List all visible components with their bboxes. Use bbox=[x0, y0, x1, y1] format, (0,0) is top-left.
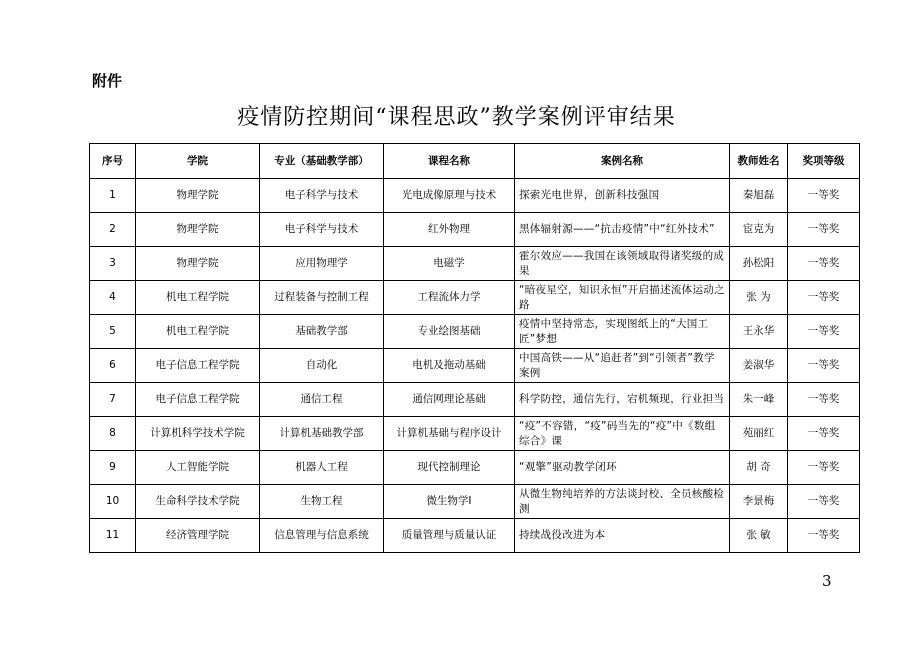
cell-course: 光电成像原理与技术 bbox=[384, 179, 515, 213]
table-row bbox=[90, 383, 860, 417]
cell-case: 黑体辐射源——“抗击疫情”中“红外技术” bbox=[515, 213, 730, 247]
cell-major: 电子科学与技术 bbox=[260, 179, 384, 213]
cell-teacher: 秦旭磊 bbox=[730, 179, 788, 213]
cell-award: 一等奖 bbox=[788, 247, 860, 281]
table-row bbox=[90, 213, 860, 247]
table-row bbox=[90, 519, 860, 553]
attachment-label: 附件 bbox=[92, 72, 123, 90]
cell-teacher: 苑丽红 bbox=[730, 417, 788, 451]
cell-no: 9 bbox=[90, 451, 136, 485]
cell-major: 机器人工程 bbox=[260, 451, 384, 485]
cell-case: 疫情中坚持常态，实现图纸上的“大国工匠”梦想 bbox=[515, 315, 730, 349]
cell-award: 一等奖 bbox=[788, 349, 860, 383]
cell-teacher: 张 敏 bbox=[730, 519, 788, 553]
cell-award: 一等奖 bbox=[788, 281, 860, 315]
cell-award: 一等奖 bbox=[788, 383, 860, 417]
cell-college: 人工智能学院 bbox=[136, 451, 260, 485]
cell-teacher: 宦克为 bbox=[730, 213, 788, 247]
column-header-teacher: 教师姓名 bbox=[730, 144, 788, 179]
cell-major: 通信工程 bbox=[260, 383, 384, 417]
table-header-row bbox=[90, 144, 860, 179]
cell-college: 物理学院 bbox=[136, 179, 260, 213]
cell-no: 3 bbox=[90, 247, 136, 281]
cell-college: 计算机科学技术学院 bbox=[136, 417, 260, 451]
cell-case: 霍尔效应——我国在该领域取得诸奖级的成果 bbox=[515, 247, 730, 281]
cell-college: 机电工程学院 bbox=[136, 315, 260, 349]
cell-award: 一等奖 bbox=[788, 485, 860, 519]
table-row bbox=[90, 247, 860, 281]
table-row bbox=[90, 417, 860, 451]
cell-no: 8 bbox=[90, 417, 136, 451]
cell-course: 微生物学Ⅰ bbox=[384, 485, 515, 519]
cell-college: 经济管理学院 bbox=[136, 519, 260, 553]
cell-college: 机电工程学院 bbox=[136, 281, 260, 315]
column-header-course: 课程名称 bbox=[384, 144, 515, 179]
cell-major: 计算机基础教学部 bbox=[260, 417, 384, 451]
results-table bbox=[89, 143, 860, 553]
cell-teacher: 朱一峰 bbox=[730, 383, 788, 417]
cell-case: 持续战役改进为本 bbox=[515, 519, 730, 553]
cell-course: 工程流体力学 bbox=[384, 281, 515, 315]
cell-case: 中国高铁——从“追赶者”到“引领者”教学案例 bbox=[515, 349, 730, 383]
cell-course: 计算机基础与程序设计 bbox=[384, 417, 515, 451]
cell-course: 通信网理论基础 bbox=[384, 383, 515, 417]
cell-case: 科学防控，通信先行，宕机频现，行业担当 bbox=[515, 383, 730, 417]
cell-course: 质量管理与质量认证 bbox=[384, 519, 515, 553]
cell-major: 基础教学部 bbox=[260, 315, 384, 349]
cell-no: 10 bbox=[90, 485, 136, 519]
cell-award: 一等奖 bbox=[788, 213, 860, 247]
cell-no: 1 bbox=[90, 179, 136, 213]
table-row bbox=[90, 349, 860, 383]
cell-no: 11 bbox=[90, 519, 136, 553]
table-row bbox=[90, 315, 860, 349]
cell-award: 一等奖 bbox=[788, 417, 860, 451]
table-row bbox=[90, 281, 860, 315]
cell-college: 电子信息工程学院 bbox=[136, 383, 260, 417]
cell-no: 4 bbox=[90, 281, 136, 315]
cell-case: “疫”不容错，“疫”码当先的“疫”中《数组综合》课 bbox=[515, 417, 730, 451]
cell-college: 物理学院 bbox=[136, 213, 260, 247]
table-row bbox=[90, 451, 860, 485]
cell-award: 一等奖 bbox=[788, 451, 860, 485]
cell-teacher: 孙松阳 bbox=[730, 247, 788, 281]
cell-major: 生物工程 bbox=[260, 485, 384, 519]
cell-no: 5 bbox=[90, 315, 136, 349]
cell-no: 2 bbox=[90, 213, 136, 247]
cell-teacher: 王永华 bbox=[730, 315, 788, 349]
cell-college: 电子信息工程学院 bbox=[136, 349, 260, 383]
cell-major: 自动化 bbox=[260, 349, 384, 383]
cell-award: 一等奖 bbox=[788, 315, 860, 349]
cell-major: 过程装备与控制工程 bbox=[260, 281, 384, 315]
cell-award: 一等奖 bbox=[788, 179, 860, 213]
cell-case: 探索光电世界，创新科技强国 bbox=[515, 179, 730, 213]
cell-teacher: 姜淑华 bbox=[730, 349, 788, 383]
cell-college: 物理学院 bbox=[136, 247, 260, 281]
column-header-college: 学院 bbox=[136, 144, 260, 179]
cell-course: 电机及拖动基础 bbox=[384, 349, 515, 383]
column-header-no: 序号 bbox=[90, 144, 136, 179]
cell-case: 从微生物纯培养的方法谈封校、全员核酸检测 bbox=[515, 485, 730, 519]
cell-major: 信息管理与信息系统 bbox=[260, 519, 384, 553]
column-header-award: 奖项等级 bbox=[788, 144, 860, 179]
cell-major: 电子科学与技术 bbox=[260, 213, 384, 247]
cell-no: 7 bbox=[90, 383, 136, 417]
cell-case: “暗夜星空，知识永恒”开启描述流体运动之路 bbox=[515, 281, 730, 315]
cell-major: 应用物理学 bbox=[260, 247, 384, 281]
cell-no: 6 bbox=[90, 349, 136, 383]
cell-teacher: 胡 奇 bbox=[730, 451, 788, 485]
cell-course: 红外物理 bbox=[384, 213, 515, 247]
table-row bbox=[90, 179, 860, 213]
cell-course: 电磁学 bbox=[384, 247, 515, 281]
cell-case: “观擎”驱动教学闭环 bbox=[515, 451, 730, 485]
cell-award: 一等奖 bbox=[788, 519, 860, 553]
column-header-major: 专业（基础教学部） bbox=[260, 144, 384, 179]
page-number: 3 bbox=[822, 572, 832, 590]
cell-college: 生命科学技术学院 bbox=[136, 485, 260, 519]
column-header-case: 案例名称 bbox=[515, 144, 730, 179]
cell-course: 专业绘图基础 bbox=[384, 315, 515, 349]
cell-teacher: 李景梅 bbox=[730, 485, 788, 519]
cell-course: 现代控制理论 bbox=[384, 451, 515, 485]
cell-teacher: 张 为 bbox=[730, 281, 788, 315]
document-title: 疫情防控期间“课程思政”教学案例评审结果 bbox=[237, 105, 676, 130]
table-row bbox=[90, 485, 860, 519]
